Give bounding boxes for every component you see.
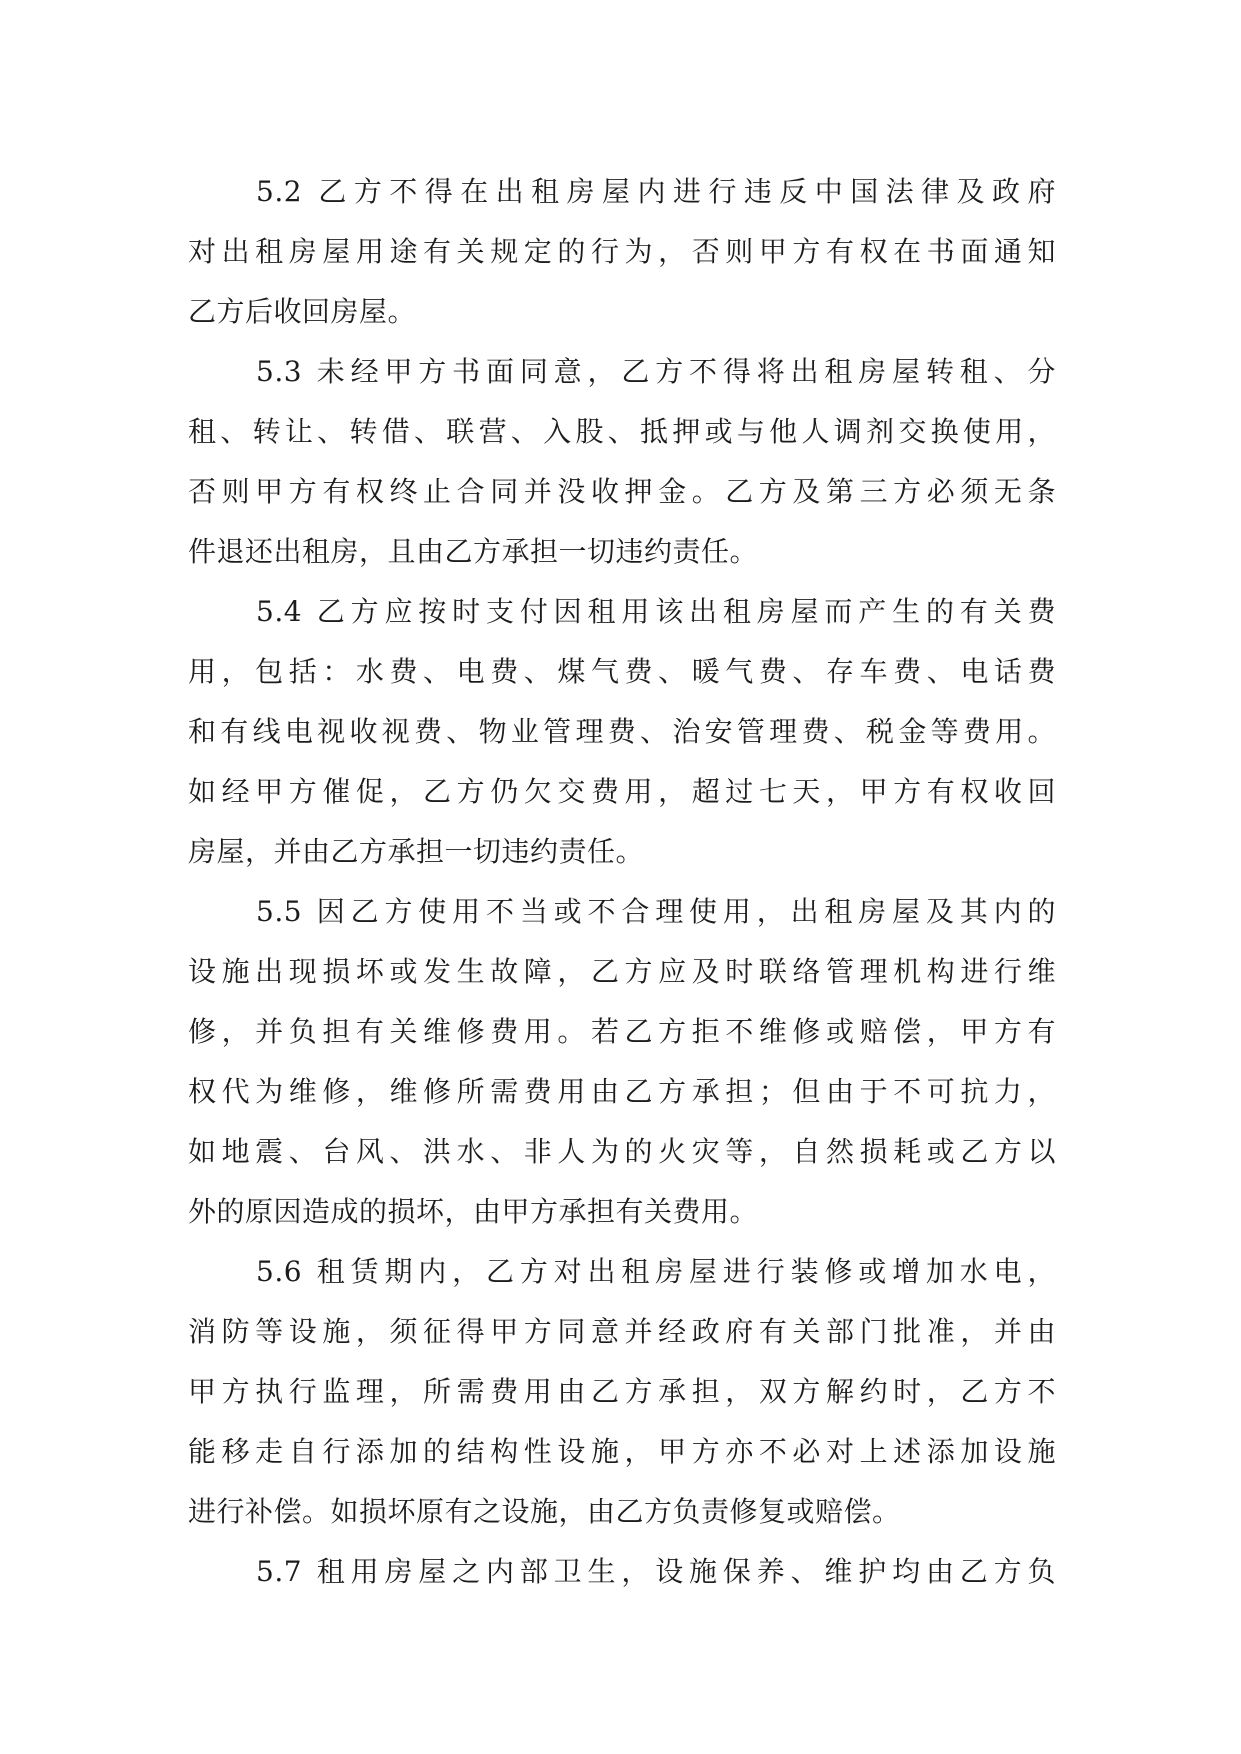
text-line: 5.4 乙方应按时支付因租用该出租房屋而产生的有关费 (256, 595, 1056, 628)
text-line: 消防等设施，须征得甲方同意并经政府有关部门批准，并由 (188, 1315, 1056, 1348)
document-body (188, 162, 1056, 1602)
paragraph-5-5 (188, 882, 1056, 1242)
text-line: 甲方执行监理，所需费用由乙方承担，双方解约时，乙方不 (188, 1375, 1056, 1408)
paragraph-5-4 (188, 582, 1056, 882)
text-line: 权代为维修，维修所需费用由乙方承担；但由于不可抗力， (188, 1075, 1056, 1108)
text-line: 修，并负担有关维修费用。若乙方拒不维修或赔偿，甲方有 (188, 1015, 1056, 1048)
text-line: 外的原因造成的损坏，由甲方承担有关费用。 (188, 1195, 759, 1228)
text-line: 如经甲方催促，乙方仍欠交费用，超过七天，甲方有权收回 (188, 775, 1056, 808)
text-line: 设施出现损坏或发生故障，乙方应及时联络管理机构进行维 (188, 955, 1056, 988)
text-line: 件退还出租房，且由乙方承担一切违约责任。 (188, 535, 759, 568)
text-line: 租、转让、转借、联营、入股、抵押或与他人调剂交换使用， (188, 415, 1056, 448)
text-line: 如地震、台风、洪水、非人为的火灾等，自然损耗或乙方以 (188, 1135, 1056, 1168)
text-line: 5.7 租用房屋之内部卫生，设施保养、维护均由乙方负 (256, 1555, 1056, 1588)
text-line: 进行补偿。如损坏原有之设施，由乙方负责修复或赔偿。 (188, 1495, 901, 1528)
text-line: 对出租房屋用途有关规定的行为，否则甲方有权在书面通知 (188, 235, 1056, 268)
text-line: 5.6 租赁期内，乙方对出租房屋进行装修或增加水电， (256, 1255, 1056, 1288)
text-line: 能移走自行添加的结构性设施，甲方亦不必对上述添加设施 (188, 1435, 1056, 1468)
paragraph-5-6 (188, 1242, 1056, 1542)
text-line: 5.2 乙方不得在出租房屋内进行违反中国法律及政府 (256, 175, 1056, 208)
text-line: 乙方后收回房屋。 (188, 295, 417, 328)
paragraph-5-2 (188, 162, 1056, 342)
text-line: 5.3 未经甲方书面同意，乙方不得将出租房屋转租、分 (256, 355, 1056, 388)
text-line: 房屋，并由乙方承担一切违约责任。 (188, 835, 645, 868)
text-line: 和有线电视收视费、物业管理费、治安管理费、税金等费用。 (188, 715, 1056, 748)
paragraph-5-7 (188, 1542, 1056, 1602)
text-line: 否则甲方有权终止合同并没收押金。乙方及第三方必须无条 (188, 475, 1056, 508)
text-line: 用，包括：水费、电费、煤气费、暖气费、存车费、电话费 (188, 655, 1056, 688)
paragraph-5-3 (188, 342, 1056, 582)
text-line: 5.5 因乙方使用不当或不合理使用，出租房屋及其内的 (256, 895, 1056, 928)
